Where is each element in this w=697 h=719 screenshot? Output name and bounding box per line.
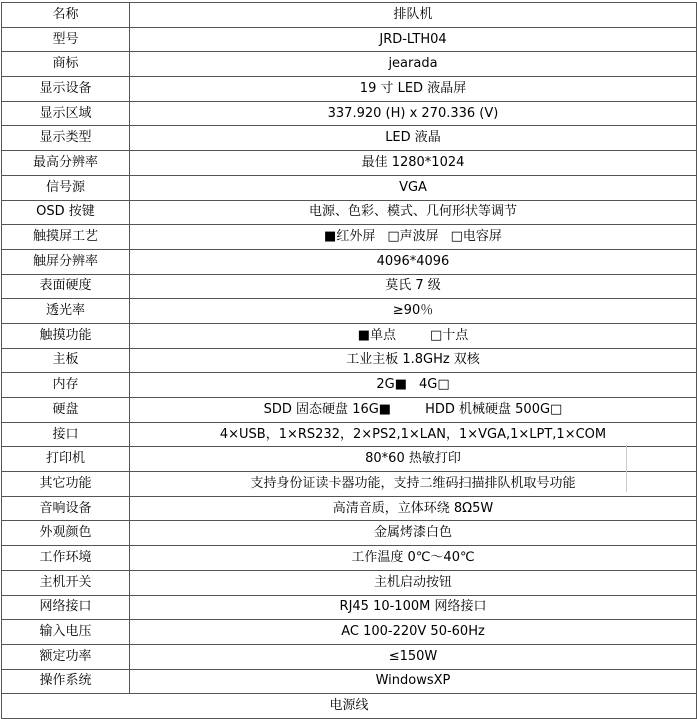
row-label: OSD 按键	[2, 200, 130, 225]
spec-table	[1, 2, 697, 719]
table-row	[2, 323, 697, 348]
row-label: 显示设备	[2, 77, 130, 102]
table-row	[2, 348, 697, 373]
row-label: 内存	[2, 373, 130, 398]
row-value: VGA	[130, 175, 697, 200]
option-single-touch: ■单点	[357, 327, 396, 343]
column-separator	[626, 445, 627, 492]
row-label: 输入电压	[2, 620, 130, 645]
row-value: 337.920 (H) x 270.336 (V)	[130, 101, 697, 126]
table-row	[2, 496, 697, 521]
table-row	[2, 77, 697, 102]
row-label: 其它功能	[2, 472, 130, 497]
table-row	[2, 447, 697, 472]
option-acoustic: □声波屏	[387, 229, 439, 245]
row-value: 工作温度 0℃～40℃	[130, 546, 697, 571]
row-value: AC 100-220V 50-60Hz	[130, 620, 697, 645]
row-label: 最高分辨率	[2, 151, 130, 176]
row-value: ≤150W	[130, 644, 697, 669]
table-row	[2, 570, 697, 595]
row-label: 硬盘	[2, 398, 130, 423]
row-value	[130, 373, 697, 398]
table-row	[2, 299, 697, 324]
table-row	[2, 151, 697, 176]
option-2g: 2G■	[376, 377, 407, 393]
option-ten-touch: □十点	[430, 327, 469, 343]
table-row	[2, 175, 697, 200]
row-value: jearada	[130, 52, 697, 77]
row-label: 工作环境	[2, 546, 130, 571]
row-label: 网络接口	[2, 595, 130, 620]
row-value: 电源、色彩、模式、几何形状等调节	[130, 200, 697, 225]
row-label: 操作系统	[2, 669, 130, 694]
row-value: 支持身份证读卡器功能，支持二维码扫描排队机取号功能	[130, 472, 697, 497]
table-row	[2, 398, 697, 423]
table-row	[2, 274, 697, 299]
row-label: 主机开关	[2, 570, 130, 595]
row-value: RJ45 10-100M 网络接口	[130, 595, 697, 620]
table-row	[2, 521, 697, 546]
row-label: 触屏分辨率	[2, 249, 130, 274]
row-label: 表面硬度	[2, 274, 130, 299]
table-row	[2, 200, 697, 225]
table-row	[2, 249, 697, 274]
row-label: 触摸屏工艺	[2, 225, 130, 250]
option-ssd: SDD 固态硬盘 16G■	[263, 401, 392, 417]
row-label: 额定功率	[2, 644, 130, 669]
row-value	[130, 398, 697, 423]
option-infrared: ■红外屏	[324, 229, 376, 245]
table-row	[2, 546, 697, 571]
table-row	[2, 52, 697, 77]
table-row	[2, 3, 697, 28]
table-row	[2, 27, 697, 52]
option-capacitive: □电容屏	[450, 229, 502, 245]
row-label: 触摸功能	[2, 323, 130, 348]
row-label: 透光率	[2, 299, 130, 324]
row-value: 排队机	[130, 3, 697, 28]
row-value: 4×USB，1×RS232，2×PS2,1×LAN，1×VGA,1×LPT,1×COM	[130, 422, 697, 447]
table-row	[2, 620, 697, 645]
table-row	[2, 126, 697, 151]
option-4g: 4G□	[419, 377, 450, 393]
row-label: 接口	[2, 422, 130, 447]
row-value: 19 寸 LED 液晶屏	[130, 77, 697, 102]
spec-table-body	[2, 3, 697, 719]
row-value: 80*60 热敏打印	[130, 447, 697, 472]
row-label: 显示类型	[2, 126, 130, 151]
row-value: 最佳 1280*1024	[130, 151, 697, 176]
row-value: WindowsXP	[130, 669, 697, 694]
row-value: 金属烤漆白色	[130, 521, 697, 546]
row-label: 信号源	[2, 175, 130, 200]
row-value: 高清音质，立体环绕 8Ω5W	[130, 496, 697, 521]
table-row	[2, 595, 697, 620]
table-row	[2, 472, 697, 497]
row-label: 商标	[2, 52, 130, 77]
row-value: 莫氏 7 级	[130, 274, 697, 299]
row-value: LED 液晶	[130, 126, 697, 151]
row-label: 外观颜色	[2, 521, 130, 546]
table-row-footer	[2, 694, 697, 719]
row-value: 主机启动按钮	[130, 570, 697, 595]
table-row	[2, 669, 697, 694]
row-label: 型号	[2, 27, 130, 52]
row-value	[130, 225, 697, 250]
row-label: 名称	[2, 3, 130, 28]
table-row	[2, 422, 697, 447]
row-value: 4096*4096	[130, 249, 697, 274]
row-label: 音响设备	[2, 496, 130, 521]
option-hdd: HDD 机械硬盘 500G□	[425, 401, 563, 417]
row-value: ≥90％	[130, 299, 697, 324]
row-label: 打印机	[2, 447, 130, 472]
row-value: JRD-LTH04	[130, 27, 697, 52]
table-row	[2, 225, 697, 250]
footer-cell: 电源线	[2, 694, 697, 719]
table-row	[2, 373, 697, 398]
row-value: 工业主板 1.8GHz 双核	[130, 348, 697, 373]
table-row	[2, 101, 697, 126]
row-value	[130, 323, 697, 348]
row-label: 显示区域	[2, 101, 130, 126]
row-label: 主板	[2, 348, 130, 373]
table-row	[2, 644, 697, 669]
